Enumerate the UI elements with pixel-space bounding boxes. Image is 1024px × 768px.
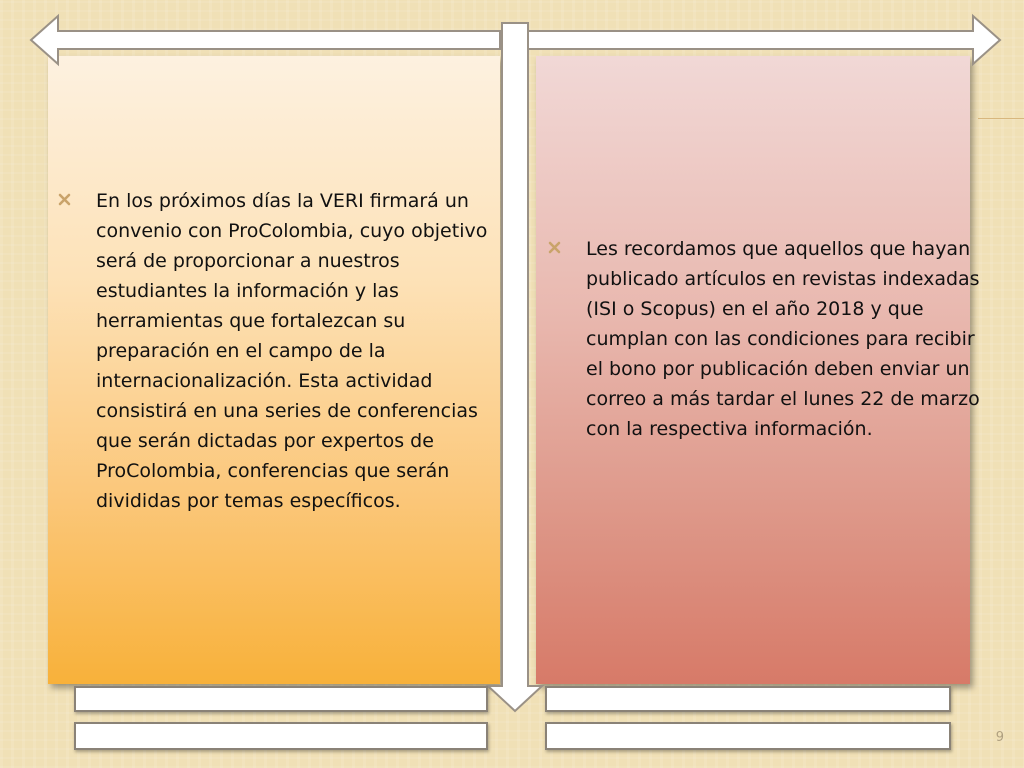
left-arrow-icon	[31, 16, 500, 64]
bottom-box-right-2	[545, 722, 951, 750]
left-paragraph: En los próximos días la VERI firmará un convenio con ProColombia, cuyo objetivo será de proporcionar a nuestros estudiantes la información y las herramientas que fortalezcan su preparación en el campo de la internacionalización. Esta actividad consistirá en una series de conferencias que serán dictadas por expertos de ProColombia, conferencias que serán divididas por temas específicos.	[96, 190, 488, 512]
bottom-box-right-1	[545, 686, 951, 712]
bottom-box-left-2	[74, 722, 488, 750]
x-bullet-icon	[548, 234, 562, 264]
right-bullet-item	[548, 234, 996, 444]
right-arrow-icon	[528, 16, 1000, 64]
x-bullet-icon	[58, 186, 72, 216]
right-paragraph: Les recordamos que aquellos que hayan publicado artículos en revistas indexadas (ISI o Scopus) en el año 2018 y que cumplan con las condiciones para recibir el bono por publicación deben enviar un correo a más tardar el lunes 22 de marzo con la respectiva información.	[586, 238, 980, 440]
bottom-box-left-1	[74, 686, 488, 712]
left-bullet-item	[58, 186, 516, 516]
page-number: 9	[995, 730, 1004, 745]
